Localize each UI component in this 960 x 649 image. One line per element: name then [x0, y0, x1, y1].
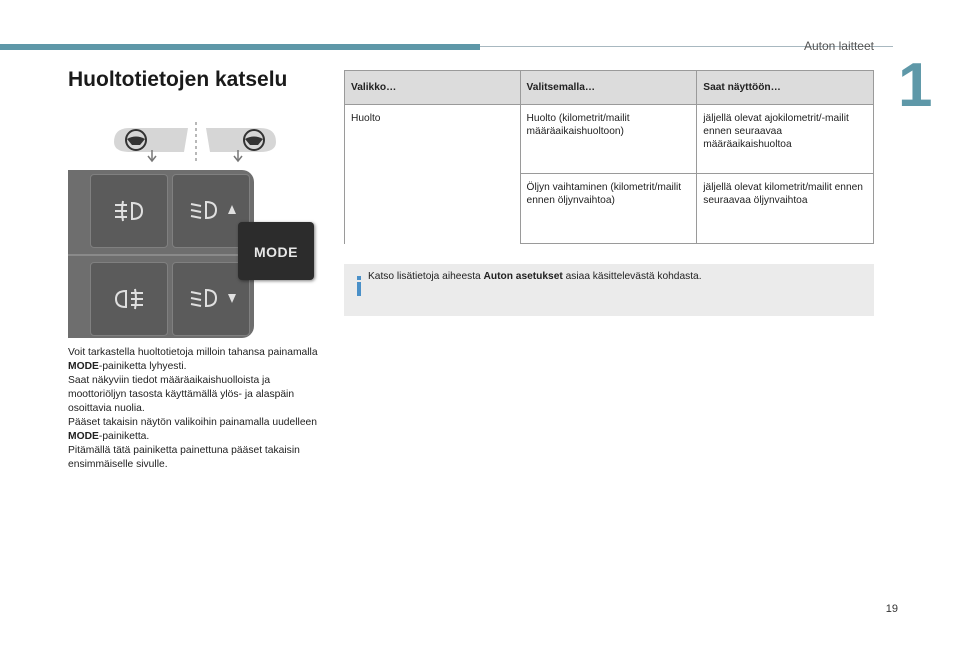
body-text [68, 346, 320, 472]
front-fog-lamp-icon [112, 200, 146, 222]
table-cell-select: Öljyn vaihtaminen (kilometrit/mailit ennen öljynvaihtoa) [520, 174, 697, 244]
table-header-row [345, 71, 874, 105]
table-cell-display: jäljellä olevat ajokilometrit/-mailit ennen seuraavaa määräaikaishuoltoa [697, 105, 874, 174]
info-note-text: Katso lisätietoja aiheesta Auton asetukset asiaa käsittelevästä kohdasta. [368, 271, 702, 282]
steering-wheel-right-icon [206, 128, 276, 161]
info-note [344, 264, 874, 316]
chapter-number: 1 [898, 51, 933, 120]
header-accent-bar [0, 44, 480, 50]
steering-wheel-left-icon [114, 128, 188, 161]
table-header-menu: Valikko… [345, 71, 521, 105]
headlamp-level-up-icon [188, 198, 240, 224]
service-info-table [344, 70, 874, 244]
table-header-display: Saat näyttöön… [697, 71, 874, 105]
mode-button-callout [238, 222, 314, 280]
table-header-select: Valitsemalla… [520, 71, 697, 105]
headlamp-level-down-icon [188, 286, 240, 312]
table-cell-select: Huolto (kilometrit/mailit määräaikaishuoltoon) [520, 105, 697, 174]
table-cell-display: jäljellä olevat kilometrit/mailit ennen seuraavaa öljynvaihtoa [697, 174, 874, 244]
body-paragraph-1: Voit tarkastella huoltotietoja milloin tahansa painamalla MODE-painiketta lyhyesti. [68, 347, 318, 372]
control-panel-photo [68, 170, 254, 338]
body-paragraph-3: Pääset takaisin näytön valikoihin painamalla uudelleen MODE-painiketta. [68, 417, 318, 442]
mode-button-label: MODE [254, 244, 298, 260]
table-cell-menu: Huolto [345, 105, 521, 244]
rear-fog-lamp-icon [112, 288, 146, 310]
table-row [345, 105, 874, 174]
steering-wheel-illustration [110, 120, 280, 165]
section-label: Auton laitteet [803, 39, 874, 53]
body-paragraph-2: Saat näkyviin tiedot määräaikaishuolloista ja moottoriöljyn tasosta käyttämällä ylös- ja alaspäin osoittavia nuolia. [68, 375, 295, 414]
body-paragraph-4: Pitämällä tätä painiketta painettuna pääset takaisin ensimmäiselle sivulle. [68, 445, 300, 470]
page-number: 19 [885, 603, 898, 615]
info-icon [356, 276, 362, 296]
page-title: Huoltotietojen katselu [68, 68, 288, 91]
panel-divider [68, 254, 254, 256]
